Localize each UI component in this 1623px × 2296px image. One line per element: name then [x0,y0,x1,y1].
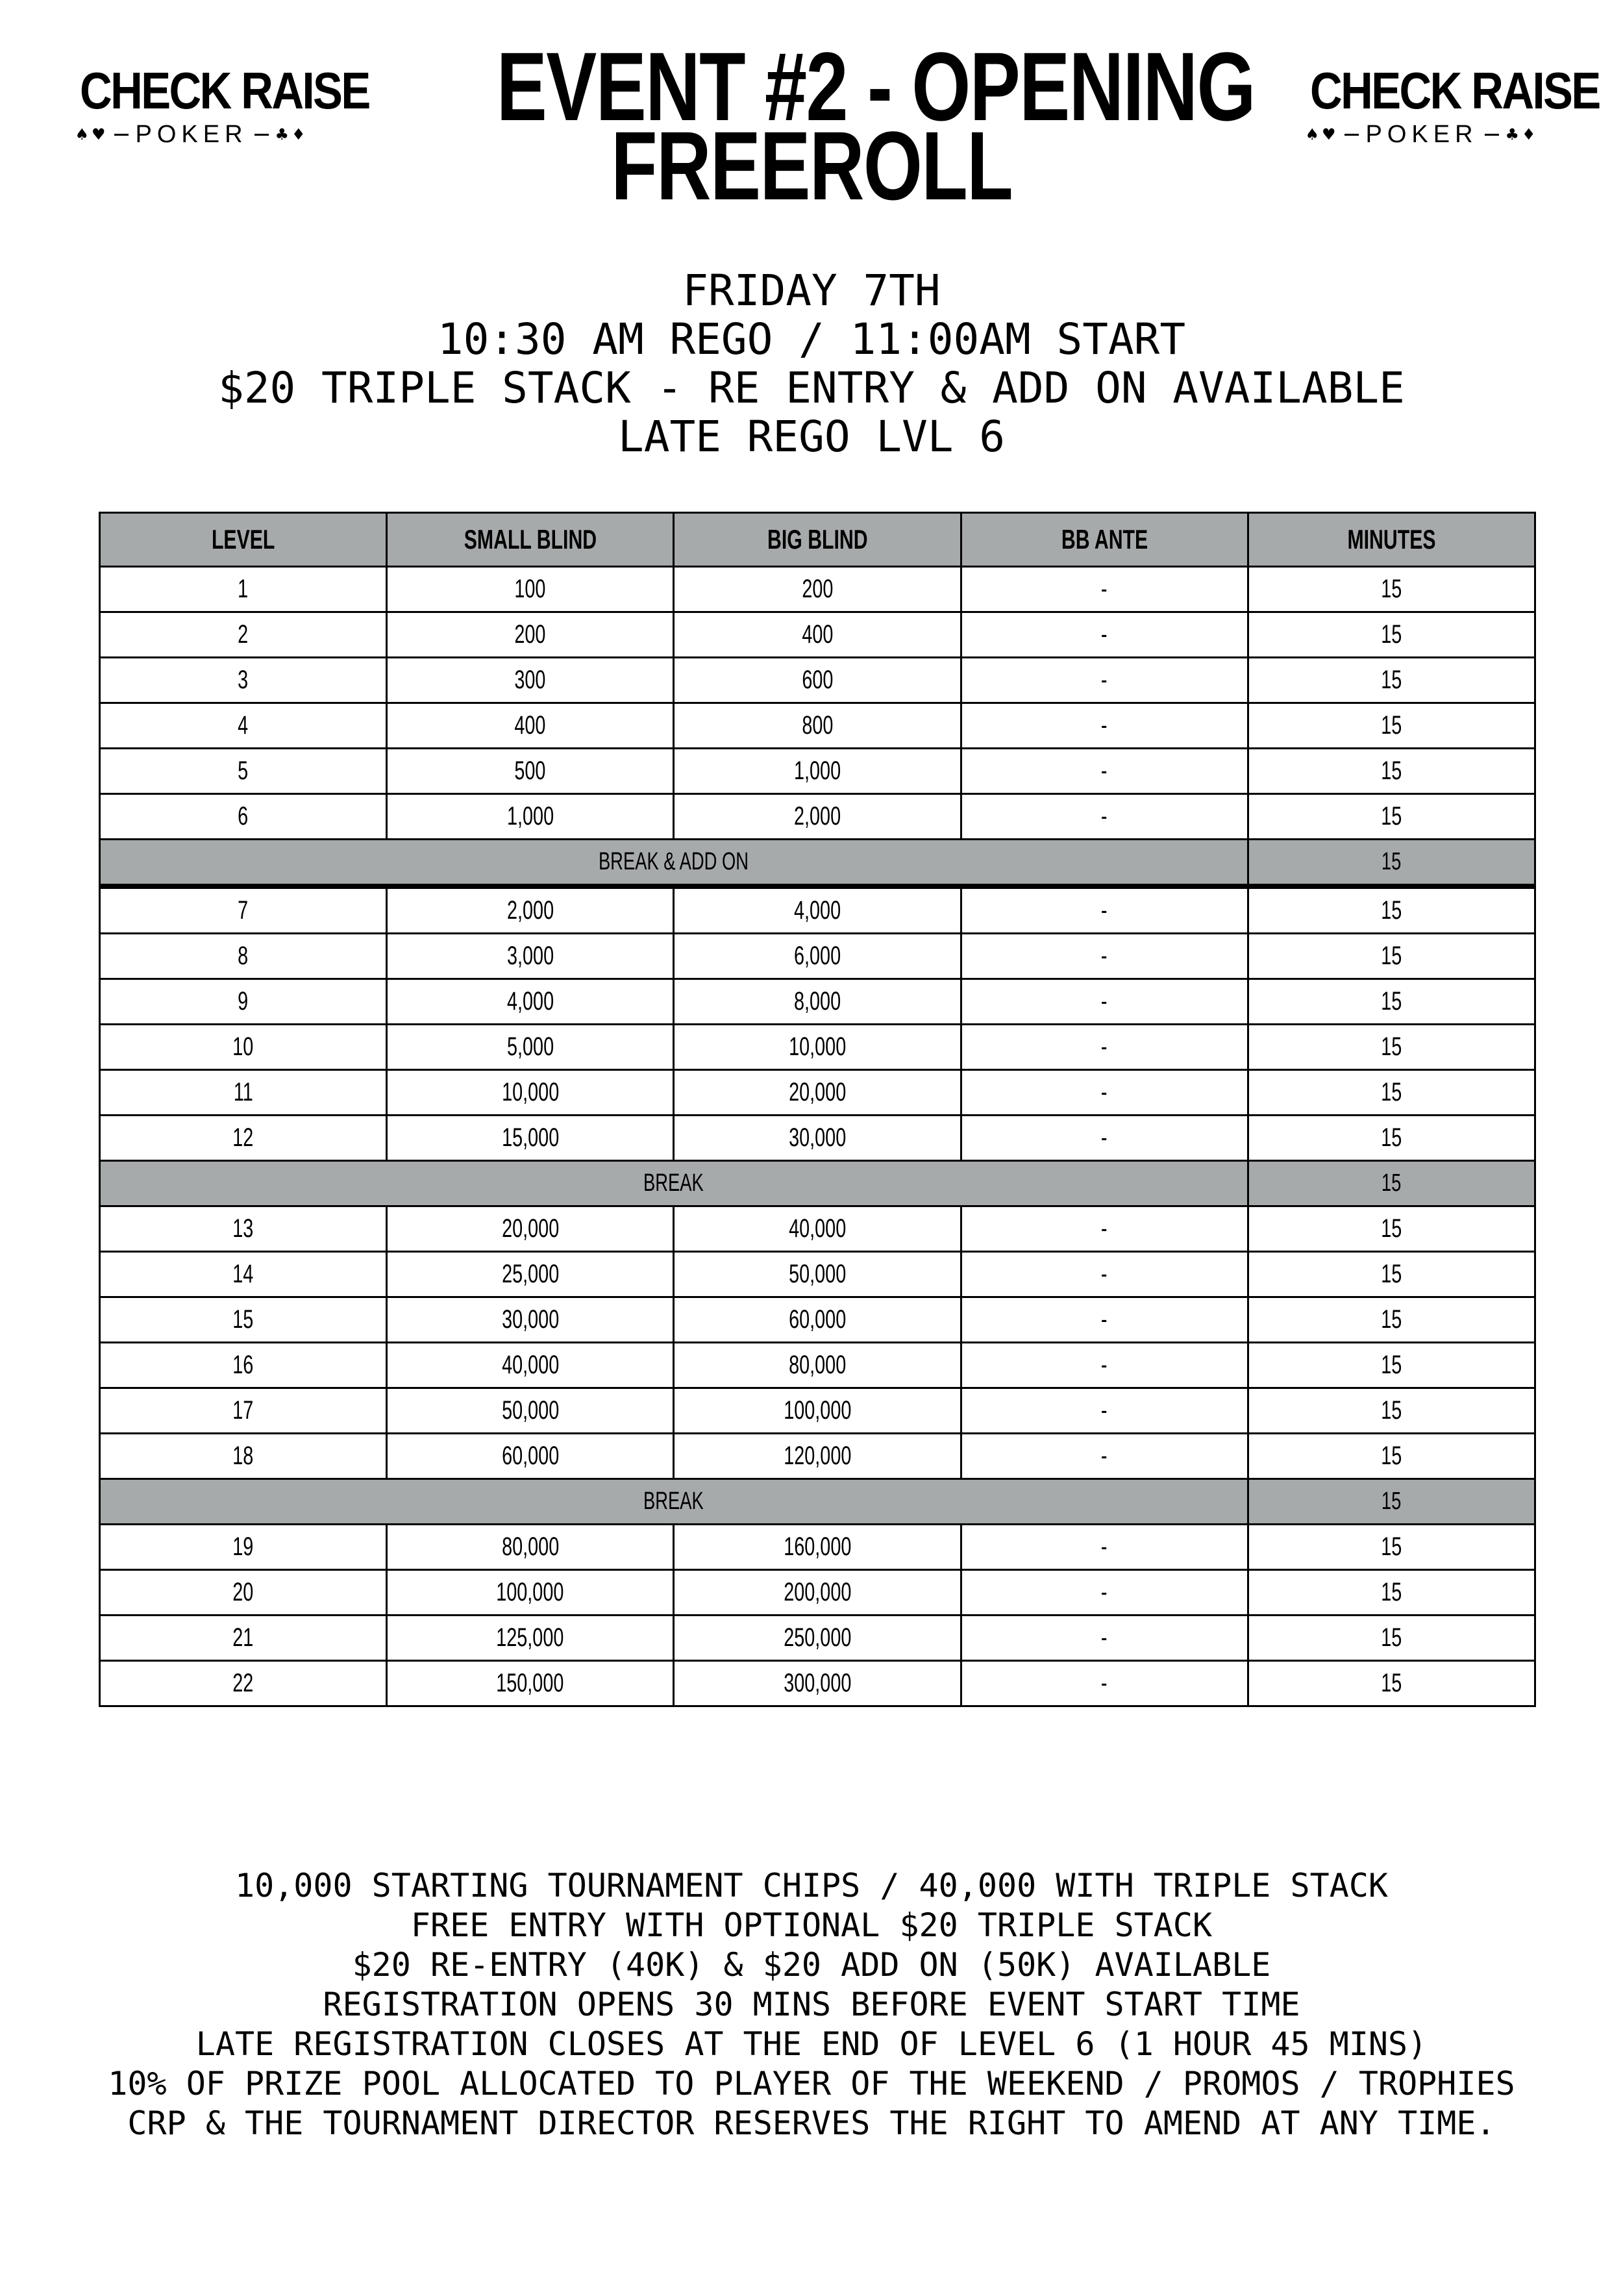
spade-heart-icon: ♠♥ [75,125,108,144]
small-blind-cell: 15,000 [387,1116,674,1161]
level-cell: 12 [100,1116,387,1161]
note-line: CRP & THE TOURNAMENT DIRECTOR RESERVES THE RIGHT TO AMEND AT ANY TIME. [127,2104,1496,2142]
bb-ante-cell: - [961,1206,1248,1252]
big-blind-cell: 30,000 [674,1116,961,1161]
small-blind-cell: 80,000 [387,1525,674,1570]
small-blind-cell: 125,000 [387,1616,674,1661]
bb-ante-cell: - [961,1025,1248,1070]
event-buyin: $20 TRIPLE STACK - RE ENTRY & ADD ON AVAILABLE [218,363,1405,413]
club-diamond-icon: ♣♦ [1505,125,1539,144]
logo-divider [254,134,269,136]
bb-ante-cell: - [961,749,1248,794]
table-row [100,979,1535,1025]
big-blind-cell: 60,000 [674,1297,961,1343]
table-row [100,1206,1535,1252]
table-row [100,1343,1535,1388]
bb-ante-cell: - [961,934,1248,979]
big-blind-cell: 200 [674,567,961,612]
logo-subline [1292,121,1552,147]
small-blind-cell: 10,000 [387,1070,674,1116]
logo-wordmark: CHECK RAISE [1310,62,1600,119]
note-line: 10,000 STARTING TOURNAMENT CHIPS / 40,000 WITH TRIPLE STACK [234,1867,1389,1904]
small-blind-cell: 30,000 [387,1297,674,1343]
tournament-notes [0,1866,1623,2143]
big-blind-cell: 50,000 [674,1252,961,1297]
bb-ante-cell: - [961,658,1248,703]
check-raise-logo-right [1292,62,1600,148]
small-blind-cell: 25,000 [387,1252,674,1297]
logo-poker-text: POKER [1365,121,1478,148]
minutes-cell: 15 [1248,567,1535,612]
minutes-cell: 15 [1248,1116,1535,1161]
bb-ante-cell: - [961,1388,1248,1434]
big-blind-cell: 1,000 [674,749,961,794]
big-blind-cell: 400 [674,612,961,658]
event-late-rego: LATE REGO LVL 6 [617,412,1006,462]
minutes-cell: 15 [1248,886,1535,934]
minutes-cell: 15 [1248,794,1535,840]
level-cell: 16 [100,1343,387,1388]
table-row [100,749,1535,794]
logo-divider [114,134,129,136]
minutes-cell: 15 [1248,1297,1535,1343]
level-cell: 22 [100,1661,387,1706]
table-row [100,1388,1535,1434]
minutes-cell: 15 [1248,1070,1535,1116]
big-blind-cell: 2,000 [674,794,961,840]
table-row [100,794,1535,840]
note-line: FREE ENTRY WITH OPTIONAL $20 TRIPLE STACK [410,1906,1213,1944]
table-row [100,1661,1535,1706]
bb-ante-cell: - [961,1434,1248,1479]
event-date: FRIDAY 7TH [682,266,941,316]
table-row [100,567,1535,612]
level-cell: 6 [100,794,387,840]
table-row [100,1025,1535,1070]
level-cell: 13 [100,1206,387,1252]
level-cell: 19 [100,1525,387,1570]
level-cell: 18 [100,1434,387,1479]
bb-ante-cell: - [961,979,1248,1025]
break-label-cell: BREAK [100,1479,1248,1525]
bb-ante-cell: - [961,1070,1248,1116]
big-blind-cell: 40,000 [674,1206,961,1252]
header-small-blind: SMALL BLIND [387,513,674,567]
small-blind-cell: 5,000 [387,1025,674,1070]
table-row [100,1525,1535,1570]
minutes-cell: 15 [1248,1479,1535,1525]
big-blind-cell: 100,000 [674,1388,961,1434]
minutes-cell: 15 [1248,1525,1535,1570]
big-blind-cell: 4,000 [674,886,961,934]
minutes-cell: 15 [1248,1616,1535,1661]
level-cell: 20 [100,1570,387,1616]
bb-ante-cell: - [961,1116,1248,1161]
logo-subline [62,121,321,147]
spade-heart-icon: ♠♥ [1305,125,1339,144]
big-blind-cell: 8,000 [674,979,961,1025]
note-line: LATE REGISTRATION CLOSES AT THE END OF LEVEL 6 (1 HOUR 45 MINS) [195,2025,1428,2063]
bb-ante-cell: - [961,794,1248,840]
level-cell: 9 [100,979,387,1025]
event-times: 10:30 AM REGO / 11:00AM START [437,314,1186,364]
bb-ante-cell: - [961,1252,1248,1297]
minutes-cell: 15 [1248,1388,1535,1434]
small-blind-cell: 150,000 [387,1661,674,1706]
minutes-cell: 15 [1248,1570,1535,1616]
table-row [100,612,1535,658]
header-bb-ante: BB ANTE [961,513,1248,567]
note-line: $20 RE-ENTRY (40K) & $20 ADD ON (50K) AVAILABLE [352,1946,1271,1984]
event-title-line-2: FREEROLL [610,111,1013,220]
break-label-cell: BREAK [100,1161,1248,1206]
minutes-cell: 15 [1248,934,1535,979]
break-row [100,840,1535,887]
big-blind-cell: 80,000 [674,1343,961,1388]
note-line: REGISTRATION OPENS 30 MINS BEFORE EVENT START TIME [323,1986,1300,2023]
table-row [100,1297,1535,1343]
bb-ante-cell: - [961,886,1248,934]
note-line: 10% OF PRIZE POOL ALLOCATED TO PLAYER OF THE WEEKEND / PROMOS / TROPHIES [108,2065,1515,2103]
event-title [390,32,1255,220]
bb-ante-cell: - [961,1661,1248,1706]
bb-ante-cell: - [961,703,1248,749]
break-row [100,1479,1535,1525]
table-header-row [100,513,1535,567]
big-blind-cell: 10,000 [674,1025,961,1070]
bb-ante-cell: - [961,612,1248,658]
small-blind-cell: 100,000 [387,1570,674,1616]
logo-poker-text: POKER [135,121,248,148]
small-blind-cell: 200 [387,612,674,658]
table-row [100,1070,1535,1116]
small-blind-cell: 3,000 [387,934,674,979]
level-cell: 15 [100,1297,387,1343]
small-blind-cell: 50,000 [387,1388,674,1434]
table-row [100,1434,1535,1479]
small-blind-cell: 20,000 [387,1206,674,1252]
big-blind-cell: 6,000 [674,934,961,979]
level-cell: 2 [100,612,387,658]
small-blind-cell: 40,000 [387,1343,674,1388]
bb-ante-cell: - [961,1297,1248,1343]
big-blind-cell: 160,000 [674,1525,961,1570]
header-level: LEVEL [100,513,387,567]
big-blind-cell: 800 [674,703,961,749]
bb-ante-cell: - [961,1343,1248,1388]
minutes-cell: 15 [1248,749,1535,794]
logo-divider [1344,134,1359,136]
minutes-cell: 15 [1248,1434,1535,1479]
level-cell: 10 [100,1025,387,1070]
small-blind-cell: 1,000 [387,794,674,840]
level-cell: 3 [100,658,387,703]
check-raise-logo-left [62,62,369,148]
small-blind-cell: 400 [387,703,674,749]
small-blind-cell: 2,000 [387,886,674,934]
level-cell: 1 [100,567,387,612]
minutes-cell: 15 [1248,658,1535,703]
club-diamond-icon: ♣♦ [275,125,308,144]
big-blind-cell: 600 [674,658,961,703]
break-label-cell: BREAK & ADD ON [100,840,1248,887]
big-blind-cell: 20,000 [674,1070,961,1116]
minutes-cell: 15 [1248,1161,1535,1206]
small-blind-cell: 300 [387,658,674,703]
small-blind-cell: 500 [387,749,674,794]
bb-ante-cell: - [961,1525,1248,1570]
minutes-cell: 15 [1248,1252,1535,1297]
small-blind-cell: 4,000 [387,979,674,1025]
level-cell: 17 [100,1388,387,1434]
header-big-blind: BIG BLIND [674,513,961,567]
big-blind-cell: 250,000 [674,1616,961,1661]
table-body [100,567,1535,1706]
minutes-cell: 15 [1248,840,1535,887]
level-cell: 21 [100,1616,387,1661]
minutes-cell: 15 [1248,1661,1535,1706]
blind-structure-table [99,512,1536,1707]
logo-wordmark: CHECK RAISE [80,62,369,119]
event-info [0,266,1623,461]
minutes-cell: 15 [1248,979,1535,1025]
break-row [100,1161,1535,1206]
level-cell: 8 [100,934,387,979]
table-row [100,1616,1535,1661]
level-cell: 7 [100,886,387,934]
big-blind-cell: 300,000 [674,1661,961,1706]
table-row [100,886,1535,934]
big-blind-cell: 200,000 [674,1570,961,1616]
table-row [100,658,1535,703]
header-minutes: MINUTES [1248,513,1535,567]
minutes-cell: 15 [1248,703,1535,749]
table-row [100,1116,1535,1161]
minutes-cell: 15 [1248,1206,1535,1252]
table-row [100,1252,1535,1297]
table-row [100,934,1535,979]
minutes-cell: 15 [1248,612,1535,658]
level-cell: 5 [100,749,387,794]
level-cell: 4 [100,703,387,749]
event-title-line-1: EVENT #2 - OPENING [496,32,1255,141]
level-cell: 11 [100,1070,387,1116]
bb-ante-cell: - [961,1616,1248,1661]
bb-ante-cell: - [961,1570,1248,1616]
big-blind-cell: 120,000 [674,1434,961,1479]
table-row [100,703,1535,749]
bb-ante-cell: - [961,567,1248,612]
level-cell: 14 [100,1252,387,1297]
small-blind-cell: 100 [387,567,674,612]
minutes-cell: 15 [1248,1343,1535,1388]
small-blind-cell: 60,000 [387,1434,674,1479]
logo-divider [1485,134,1499,136]
table-row [100,1570,1535,1616]
minutes-cell: 15 [1248,1025,1535,1070]
